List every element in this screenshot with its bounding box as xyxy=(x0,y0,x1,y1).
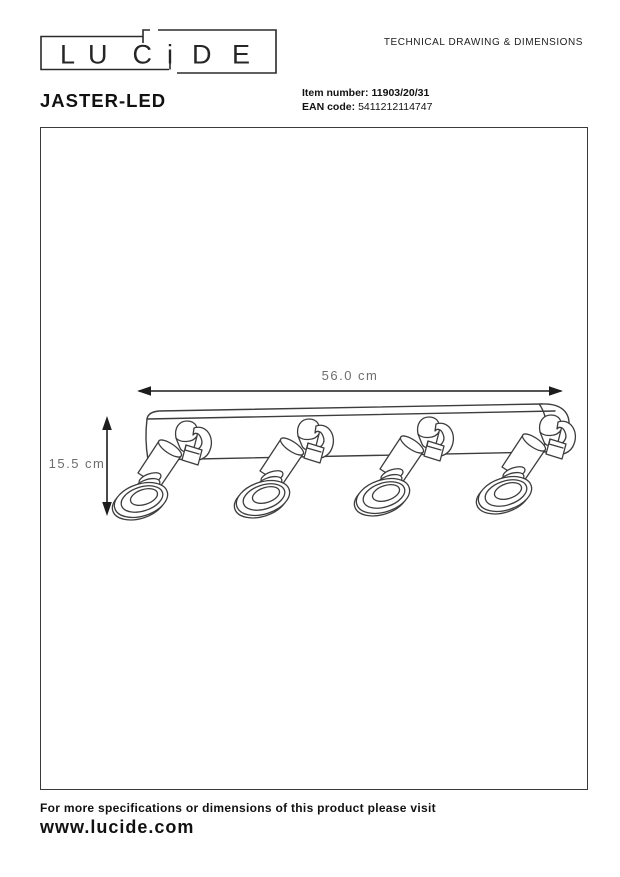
lucide-logo xyxy=(40,28,277,75)
height-dimension-label: 15.5 cm xyxy=(48,456,106,471)
footer-note: For more specifications or dimensions of this product please visit xyxy=(40,801,436,815)
width-dimension-label: 56.0 cm xyxy=(321,368,379,383)
ean-row xyxy=(302,101,432,115)
footer xyxy=(40,801,436,838)
footer-website: www.lucide.com xyxy=(40,817,195,837)
product-codes xyxy=(302,87,432,114)
item-number-row xyxy=(302,87,432,101)
logo-letter: E xyxy=(232,39,251,70)
width-dimension-arrow xyxy=(137,386,563,396)
logo-letter: i xyxy=(167,39,173,70)
logo-letter: C xyxy=(132,39,152,70)
logo-letter: U xyxy=(88,39,108,70)
product-name: JASTER-LED xyxy=(40,90,167,111)
logo-letter: D xyxy=(192,39,212,70)
item-number-value: 11903/20/31 xyxy=(371,87,430,99)
document-title: TECHNICAL DRAWING & DIMENSIONS xyxy=(383,37,583,48)
item-number-label: Item number: xyxy=(302,87,369,99)
technical-drawing-box xyxy=(40,127,588,790)
ean-value: 5411212114747 xyxy=(358,100,433,113)
spotlight-head-4 xyxy=(472,415,576,520)
logo-letter: L xyxy=(60,39,76,70)
fixture-drawing xyxy=(41,128,587,789)
spotlight-head-1 xyxy=(108,421,212,526)
spotlight-head-2 xyxy=(230,419,334,524)
ean-label: EAN code: xyxy=(302,100,356,113)
spotlight-head-3 xyxy=(350,417,454,522)
